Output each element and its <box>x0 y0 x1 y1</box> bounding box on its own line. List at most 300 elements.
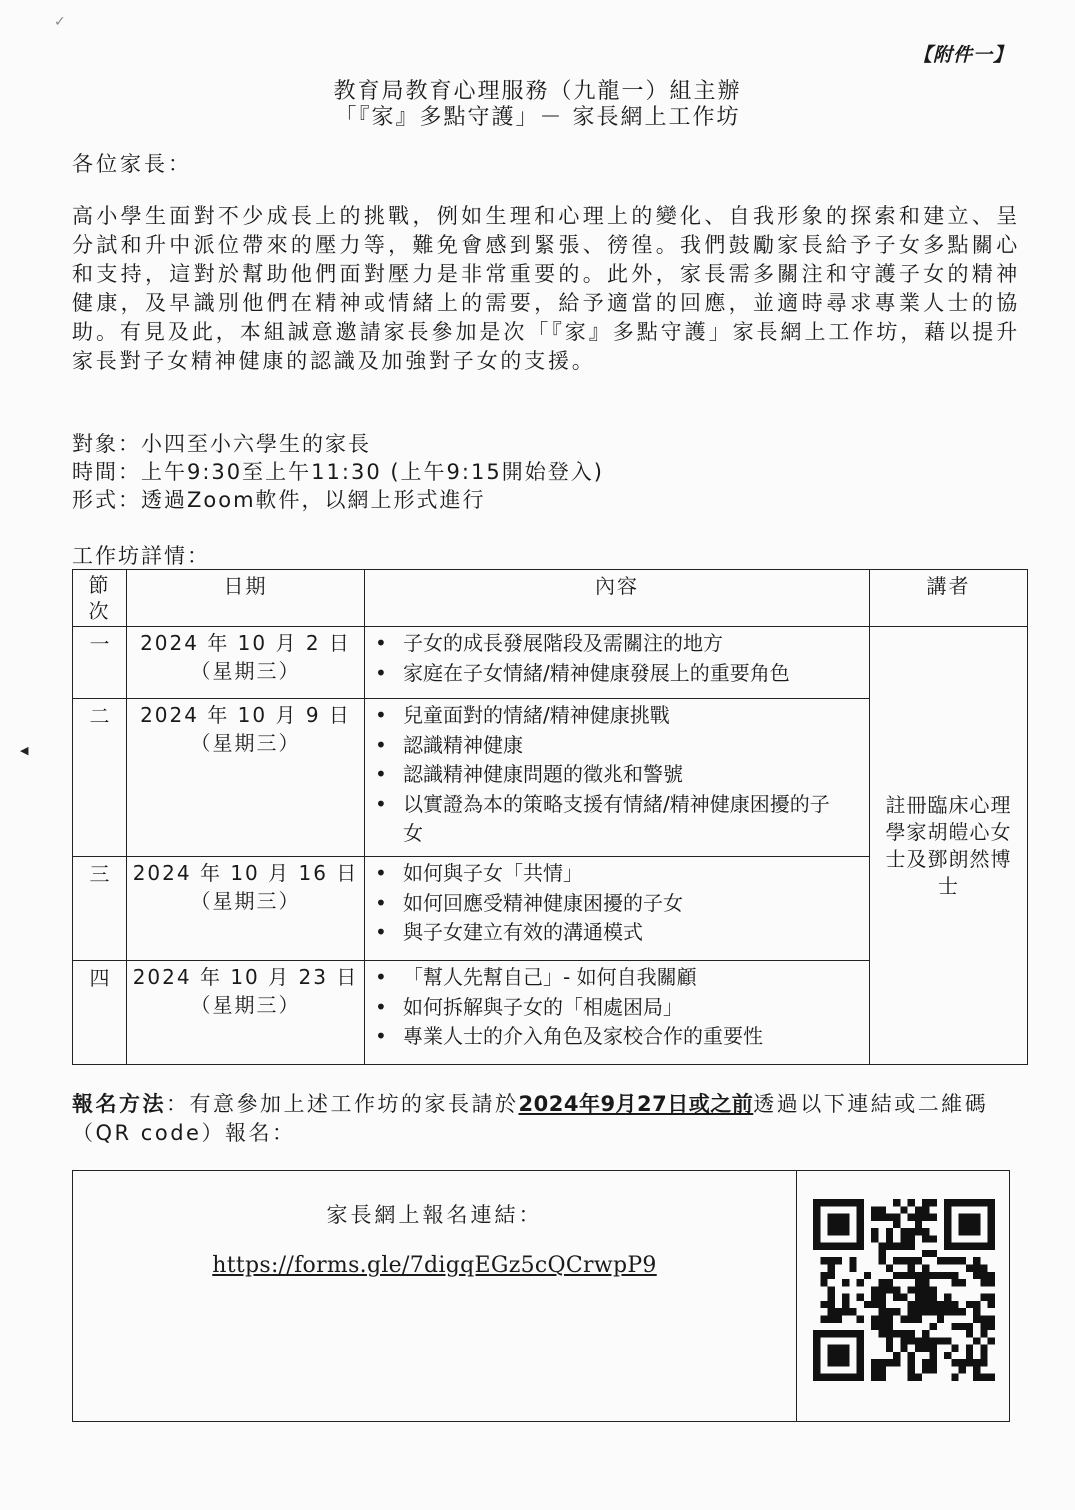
qr-module <box>886 1359 893 1366</box>
session-date: 2024 年 10 月 9 日 <box>140 703 351 727</box>
qr-module <box>915 1279 922 1286</box>
qr-module <box>857 1228 864 1235</box>
qr-module <box>900 1272 907 1279</box>
qr-module <box>951 1243 958 1250</box>
qr-module <box>900 1330 907 1337</box>
qr-module <box>915 1315 922 1322</box>
registration-text: 報名方法：有意參加上述工作坊的家長請於2024年9月27日或之前透過以下連結或二維碼（QR code）報名： <box>72 1092 989 1145</box>
qr-module <box>828 1221 835 1228</box>
qr-module <box>893 1257 900 1264</box>
qr-module <box>966 1199 973 1206</box>
qr-module <box>879 1286 886 1293</box>
header-session: 節次 <box>73 570 127 627</box>
qr-module <box>886 1337 893 1344</box>
info-block <box>72 430 604 514</box>
qr-module <box>966 1265 973 1272</box>
qr-module <box>842 1308 849 1315</box>
qr-module <box>893 1286 900 1293</box>
qr-module <box>842 1359 849 1366</box>
qr-module <box>886 1345 893 1352</box>
qr-module <box>944 1206 951 1213</box>
qr-module <box>973 1272 980 1279</box>
qr-module <box>857 1235 864 1242</box>
qr-module <box>951 1308 958 1315</box>
qr-module <box>879 1315 886 1322</box>
qr-module <box>842 1221 849 1228</box>
qr-module <box>886 1286 893 1293</box>
qr-module <box>879 1374 886 1381</box>
qr-module <box>849 1330 856 1337</box>
qr-module <box>959 1279 966 1286</box>
qr-module <box>908 1359 915 1366</box>
qr-module <box>828 1265 835 1272</box>
qr-module <box>857 1366 864 1373</box>
session-date: 2024 年 10 月 23 日 <box>132 965 359 989</box>
qr-module <box>915 1374 922 1381</box>
qr-module <box>813 1352 820 1359</box>
qr-module <box>813 1337 820 1344</box>
qr-module <box>900 1228 907 1235</box>
session-number: 二 <box>89 704 110 728</box>
qr-module <box>944 1228 951 1235</box>
qr-module <box>849 1243 856 1250</box>
qr-module <box>915 1272 922 1279</box>
qr-module <box>879 1206 886 1213</box>
qr-module <box>900 1345 907 1352</box>
qr-module <box>973 1308 980 1315</box>
qr-module <box>893 1294 900 1301</box>
qr-module <box>828 1228 835 1235</box>
qr-module <box>835 1221 842 1228</box>
qr-module <box>828 1214 835 1221</box>
qr-module <box>893 1330 900 1337</box>
session-number: 四 <box>89 966 110 990</box>
qr-module <box>922 1265 929 1272</box>
qr-module <box>864 1272 871 1279</box>
speaker-names: 註冊臨床心理學家胡皚心女士及鄧朗然博士 <box>885 792 1012 898</box>
qr-module <box>820 1315 827 1322</box>
qr-module <box>929 1199 936 1206</box>
session-weekday: （星期三） <box>190 731 301 755</box>
qr-module <box>944 1257 951 1264</box>
qr-module <box>857 1359 864 1366</box>
qr-module <box>828 1308 835 1315</box>
session-number: 三 <box>89 862 110 886</box>
qr-module <box>973 1374 980 1381</box>
qr-module <box>944 1199 951 1206</box>
content-point: • 子女的成長發展階段及需關注的地方 <box>403 629 869 659</box>
qr-module <box>944 1337 951 1344</box>
qr-module <box>893 1359 900 1366</box>
qr-module <box>820 1374 827 1381</box>
qr-module <box>980 1199 987 1206</box>
qr-module <box>879 1243 886 1250</box>
qr-module <box>828 1359 835 1366</box>
qr-module <box>828 1286 835 1293</box>
workshop-details-label: 工作坊詳情： <box>72 544 210 568</box>
qr-module <box>966 1352 973 1359</box>
qr-module <box>835 1330 842 1337</box>
qr-module <box>922 1330 929 1337</box>
qr-module <box>871 1235 878 1242</box>
content-point: • 家庭在子女情緒/精神健康發展上的重要角色 <box>403 659 869 689</box>
qr-module <box>944 1272 951 1279</box>
qr-module <box>922 1250 929 1257</box>
qr-module <box>828 1352 835 1359</box>
qr-module <box>813 1243 820 1250</box>
qr-module <box>886 1323 893 1330</box>
qr-module <box>937 1315 944 1322</box>
qr-module <box>915 1228 922 1235</box>
qr-module <box>980 1315 987 1322</box>
qr-module <box>951 1323 958 1330</box>
qr-module <box>879 1250 886 1257</box>
content-point: • 認識精神健康問題的徵兆和警號 <box>403 760 869 790</box>
qr-module <box>828 1374 835 1381</box>
registration-box <box>72 1170 1010 1422</box>
qr-module <box>973 1228 980 1235</box>
session-number: 一 <box>89 632 110 656</box>
qr-module <box>922 1294 929 1301</box>
registration-deadline: 2024年9月27日或之前 <box>518 1092 754 1116</box>
qr-module <box>835 1359 842 1366</box>
qr-module <box>820 1272 827 1279</box>
qr-module <box>857 1221 864 1228</box>
salutation: 各位家長： <box>72 152 192 176</box>
qr-module <box>857 1337 864 1344</box>
qr-module <box>908 1315 915 1322</box>
qr-module <box>908 1235 915 1242</box>
qr-module <box>929 1301 936 1308</box>
qr-module <box>871 1286 878 1293</box>
qr-module <box>908 1272 915 1279</box>
qr-module <box>908 1374 915 1381</box>
qr-module <box>988 1221 995 1228</box>
qr-module <box>922 1301 929 1308</box>
qr-module <box>973 1337 980 1344</box>
content-point: • 如何回應受精神健康困擾的子女 <box>403 889 869 919</box>
qr-module <box>842 1330 849 1337</box>
qr-module <box>988 1206 995 1213</box>
qr-module <box>980 1272 987 1279</box>
qr-module <box>835 1345 842 1352</box>
qr-module <box>937 1272 944 1279</box>
qr-module <box>944 1308 951 1315</box>
qr-module <box>944 1214 951 1221</box>
qr-module <box>922 1337 929 1344</box>
qr-module <box>871 1366 878 1373</box>
qr-module <box>842 1243 849 1250</box>
qr-module <box>900 1315 907 1322</box>
qr-module <box>966 1228 973 1235</box>
qr-module <box>988 1228 995 1235</box>
qr-module <box>893 1308 900 1315</box>
qr-module <box>929 1366 936 1373</box>
qr-module <box>820 1330 827 1337</box>
qr-module <box>988 1214 995 1221</box>
qr-module <box>813 1330 820 1337</box>
qr-module <box>973 1366 980 1373</box>
content-point: • 與子女建立有效的溝通模式 <box>403 918 869 948</box>
qr-module <box>922 1235 929 1242</box>
qr-module <box>922 1206 929 1213</box>
qr-module <box>813 1366 820 1373</box>
registration-link-label: 家長網上報名連結： <box>326 1203 543 1227</box>
qr-module <box>922 1286 929 1293</box>
qr-module <box>959 1359 966 1366</box>
qr-module <box>980 1279 987 1286</box>
qr-module <box>849 1308 856 1315</box>
info-target: 對象：小四至小六學生的家長 <box>72 432 371 456</box>
qr-module <box>813 1214 820 1221</box>
qr-module <box>820 1243 827 1250</box>
qr-module <box>908 1286 915 1293</box>
qr-module <box>820 1301 827 1308</box>
registration-link[interactable]: https://forms.gle/7digqEGz5cQCrwpP9 <box>212 1253 657 1278</box>
qr-module <box>857 1243 864 1250</box>
qr-module <box>871 1315 878 1322</box>
qr-module <box>988 1323 995 1330</box>
qr-module <box>951 1359 958 1366</box>
qr-module <box>922 1345 929 1352</box>
qr-module <box>973 1301 980 1308</box>
qr-module <box>922 1272 929 1279</box>
qr-module <box>988 1235 995 1242</box>
qr-module <box>988 1199 995 1206</box>
qr-module <box>813 1359 820 1366</box>
qr-module <box>937 1337 944 1344</box>
qr-module <box>857 1352 864 1359</box>
qr-module <box>857 1294 864 1301</box>
qr-module <box>828 1243 835 1250</box>
qr-module <box>959 1228 966 1235</box>
qr-module <box>813 1221 820 1228</box>
qr-module <box>951 1374 958 1381</box>
qr-module <box>908 1308 915 1315</box>
qr-module <box>900 1337 907 1344</box>
qr-module <box>929 1250 936 1257</box>
info-format: 形式：透過Zoom軟件，以網上形式進行 <box>72 488 486 512</box>
qr-module <box>835 1214 842 1221</box>
speaker-cell <box>870 627 1028 1065</box>
session-weekday: （星期三） <box>190 659 301 683</box>
qr-module <box>929 1352 936 1359</box>
workshop-table <box>72 569 1028 1065</box>
qr-module <box>871 1214 878 1221</box>
qr-module <box>886 1243 893 1250</box>
qr-module <box>980 1359 987 1366</box>
qr-module <box>842 1374 849 1381</box>
session-date: 2024 年 10 月 2 日 <box>140 631 351 655</box>
qr-module <box>820 1199 827 1206</box>
qr-module <box>879 1330 886 1337</box>
qr-module <box>951 1279 958 1286</box>
qr-module <box>886 1228 893 1235</box>
qr-module <box>980 1330 987 1337</box>
qr-module <box>966 1345 973 1352</box>
qr-module <box>915 1257 922 1264</box>
qr-module <box>893 1199 900 1206</box>
qr-module <box>813 1235 820 1242</box>
content-point: • 認識精神健康 <box>403 731 869 761</box>
qr-module <box>813 1374 820 1381</box>
qr-module <box>879 1323 886 1330</box>
qr-module <box>828 1257 835 1264</box>
qr-module <box>813 1228 820 1235</box>
qr-module <box>871 1206 878 1213</box>
annex-label: 【附件一】 <box>912 44 1013 66</box>
qr-module <box>886 1330 893 1337</box>
qr-module <box>813 1345 820 1352</box>
qr-module <box>835 1374 842 1381</box>
qr-module <box>835 1315 842 1322</box>
qr-module <box>828 1294 835 1301</box>
content-point: • 如何拆解與子女的「相處困局」 <box>403 993 869 1023</box>
qr-module <box>951 1345 958 1352</box>
qr-module <box>871 1323 878 1330</box>
qr-module <box>951 1257 958 1264</box>
content-point: • 以實證為本的策略支援有情緒/精神健康困擾的子女 <box>403 790 849 849</box>
qr-module <box>908 1301 915 1308</box>
qr-module <box>973 1359 980 1366</box>
qr-module <box>973 1257 980 1264</box>
qr-module <box>900 1235 907 1242</box>
qr-module <box>944 1243 951 1250</box>
qr-module <box>871 1294 878 1301</box>
registration-label: 報名方法 <box>72 1092 166 1116</box>
qr-module <box>929 1235 936 1242</box>
qr-module <box>929 1359 936 1366</box>
qr-module <box>879 1279 886 1286</box>
qr-code-icon[interactable] <box>813 1199 995 1381</box>
qr-module <box>980 1345 987 1352</box>
qr-module <box>988 1272 995 1279</box>
qr-module <box>966 1301 973 1308</box>
box-divider <box>796 1171 797 1421</box>
qr-module <box>980 1374 987 1381</box>
header-content: 內容 <box>365 570 870 627</box>
qr-module <box>871 1359 878 1366</box>
session-date: 2024 年 10 月 16 日 <box>132 861 359 885</box>
qr-module <box>828 1272 835 1279</box>
content-point: • 「幫人先幫自己」- 如何自我關顧 <box>403 963 869 993</box>
qr-module <box>849 1199 856 1206</box>
qr-module <box>879 1257 886 1264</box>
qr-module <box>973 1221 980 1228</box>
qr-module <box>929 1272 936 1279</box>
qr-module <box>835 1199 842 1206</box>
qr-module <box>820 1279 827 1286</box>
qr-module <box>973 1243 980 1250</box>
qr-module <box>929 1337 936 1344</box>
qr-module <box>857 1279 864 1286</box>
qr-module <box>842 1345 849 1352</box>
header-date: 日期 <box>127 570 365 627</box>
qr-module <box>959 1243 966 1250</box>
qr-module <box>842 1352 849 1359</box>
qr-module <box>842 1301 849 1308</box>
qr-module <box>879 1214 886 1221</box>
qr-module <box>915 1206 922 1213</box>
qr-module <box>900 1206 907 1213</box>
qr-module <box>966 1243 973 1250</box>
qr-module <box>937 1257 944 1264</box>
qr-module <box>944 1301 951 1308</box>
qr-module <box>886 1315 893 1322</box>
qr-module <box>849 1374 856 1381</box>
content-point: • 專業人士的介入角色及家校合作的重要性 <box>403 1022 869 1052</box>
qr-module <box>828 1330 835 1337</box>
qr-module <box>842 1214 849 1221</box>
qr-module <box>944 1221 951 1228</box>
qr-module <box>951 1272 958 1279</box>
qr-module <box>886 1214 893 1221</box>
qr-module <box>908 1265 915 1272</box>
qr-module <box>966 1323 973 1330</box>
qr-module <box>879 1294 886 1301</box>
qr-module <box>922 1214 929 1221</box>
qr-module <box>980 1352 987 1359</box>
qr-module <box>966 1221 973 1228</box>
qr-module <box>813 1199 820 1206</box>
qr-module <box>886 1235 893 1242</box>
qr-module <box>980 1323 987 1330</box>
qr-module <box>980 1294 987 1301</box>
qr-module <box>908 1337 915 1344</box>
qr-module <box>973 1199 980 1206</box>
qr-module <box>944 1294 951 1301</box>
qr-module <box>944 1352 951 1359</box>
qr-module <box>828 1199 835 1206</box>
qr-module <box>857 1330 864 1337</box>
qr-module <box>915 1301 922 1308</box>
qr-module <box>908 1330 915 1337</box>
qr-module <box>988 1294 995 1301</box>
qr-module <box>857 1199 864 1206</box>
qr-module <box>988 1337 995 1344</box>
qr-module <box>842 1279 849 1286</box>
organizer-title: 教育局教育心理服務（九龍一）組主辦 <box>333 79 742 104</box>
qr-module <box>929 1214 936 1221</box>
qr-module <box>915 1286 922 1293</box>
qr-module <box>842 1199 849 1206</box>
qr-module <box>842 1228 849 1235</box>
qr-module <box>959 1199 966 1206</box>
qr-module <box>980 1265 987 1272</box>
qr-module <box>879 1301 886 1308</box>
qr-module <box>973 1315 980 1322</box>
qr-module <box>842 1294 849 1301</box>
qr-module <box>893 1272 900 1279</box>
qr-module <box>922 1359 929 1366</box>
qr-module <box>857 1206 864 1213</box>
workshop-title: 「『家』多點守護」－ 家長網上工作坊 <box>334 105 741 130</box>
qr-module <box>849 1265 856 1272</box>
qr-module <box>929 1294 936 1301</box>
qr-module <box>886 1308 893 1315</box>
qr-module <box>813 1206 820 1213</box>
qr-module <box>908 1257 915 1264</box>
qr-module <box>915 1345 922 1352</box>
qr-module <box>900 1257 907 1264</box>
qr-module <box>922 1228 929 1235</box>
qr-module <box>908 1214 915 1221</box>
qr-module <box>966 1330 973 1337</box>
qr-module <box>959 1366 966 1373</box>
qr-module <box>871 1228 878 1235</box>
qr-module <box>959 1214 966 1221</box>
qr-module <box>857 1214 864 1221</box>
